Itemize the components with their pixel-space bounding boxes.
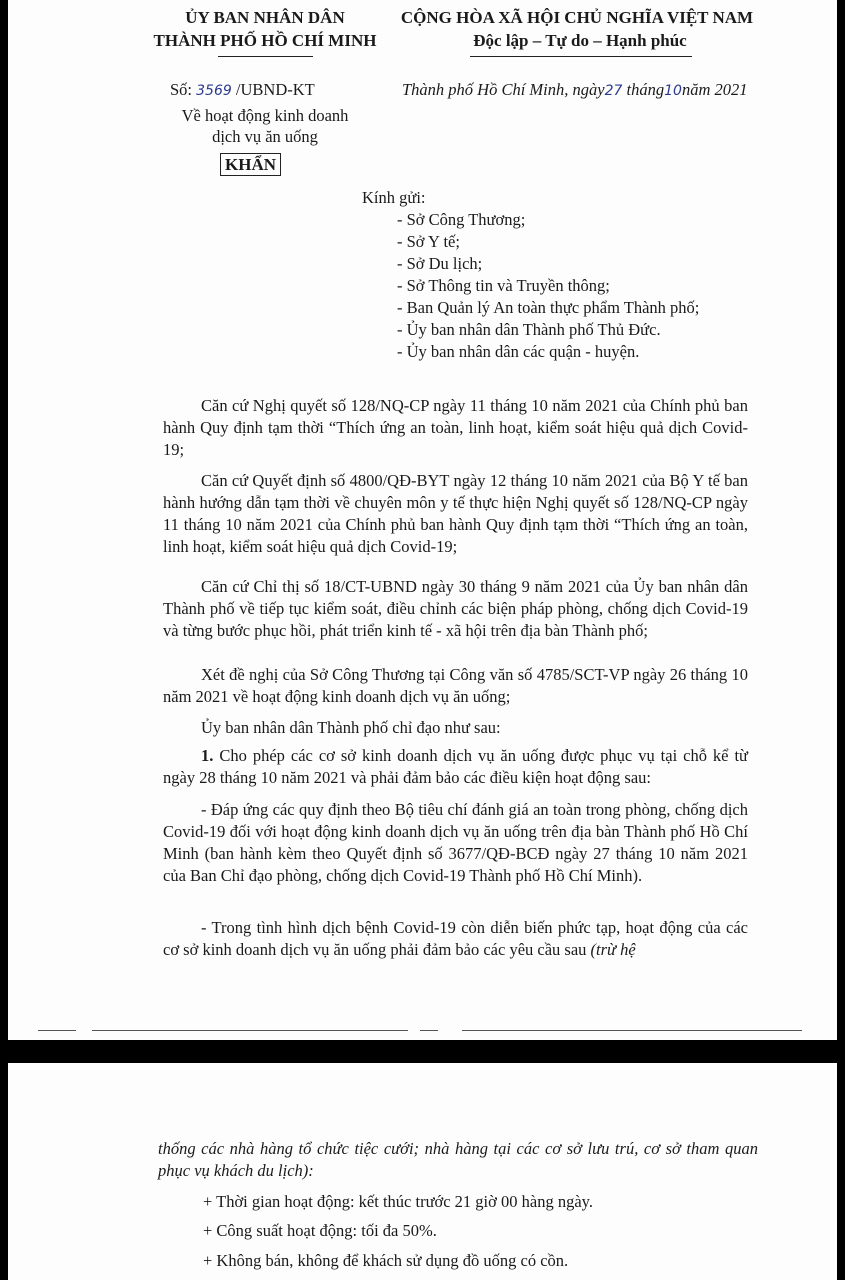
recipient-item: - Sở Y tế; [397,232,460,251]
date-line [402,80,748,100]
page-footer-line [92,1030,408,1031]
doc-number-suffix: /UBND-KT [235,80,315,99]
date-day-handwritten: 27 [604,83,623,99]
paragraph-8-italic: (trừ hệ [590,940,636,959]
body-paragraph-5: Ủy ban nhân dân Thành phố chỉ đạo như sau: [201,718,501,737]
motto-underline [470,56,692,57]
body-paragraph-8 [163,917,748,961]
recipient-item: - Sở Thông tin và Truyền thông; [397,276,610,295]
date-part-2: tháng [626,80,665,99]
recipient-item: - Ủy ban nhân dân các quận - huyện. [397,342,640,361]
body-paragraph-3: Căn cứ Chỉ thị số 18/CT-UBND ngày 30 tháng 9 năm 2021 của Ủy ban nhân dân Thành phố về tiếp tục kiểm soát, điều chỉnh các biện pháp phòng, chống dịch Covid-19 và từng bước phục hồi, phát triển kinh tế - xã hội trên địa bàn Thành phố; [163,577,748,640]
recipients-heading: Kính gửi: [362,188,426,207]
doc-number [170,80,315,100]
national-motto-line-2: Độc lập – Tự do – Hạnh phúc [473,31,687,50]
body-paragraph-1: Căn cứ Nghị quyết số 128/NQ-CP ngày 11 tháng 10 năm 2021 của Chính phủ ban hành Quy định tạm thời “Thích ứng an toàn, linh hoạt, kiểm soát hiệu quả dịch Covid-19; [163,396,748,459]
national-motto-line-1: CỘNG HÒA XÃ HỘI CHỦ NGHĨA VIỆT NAM [400,8,754,27]
issuer-line-2: THÀNH PHỐ HỒ CHÍ MINH [153,31,377,50]
body-paragraph-7: - Đáp ứng các quy định theo Bộ tiêu chí đánh giá an toàn trong phòng, chống dịch Covid-19 đối với hoạt động kinh doanh dịch vụ ăn uống trên địa bàn Thành phố Hồ Chí Minh (ban hành kèm theo Quyết định số 3677/QĐ-BCĐ ngày 27 tháng 10 năm 2021 của Ban Chỉ đạo phòng, chống dịch Covid-19 Thành phố Hồ Chí Minh). [163,800,748,885]
requirement-item: + Thời gian hoạt động: kết thúc trước 21 giờ 00 hàng ngày. [203,1192,593,1211]
subject-line-1: Về hoạt động kinh doanh [181,106,349,125]
doc-number-prefix: Số: [170,80,193,99]
paragraph-8-text: - Trong tình hình dịch bệnh Covid-19 còn diễn biến phức tạp, hoạt động của các cơ sở kinh doanh dịch vụ ăn uống phải đảm bảo các yêu cầu sau [163,918,748,959]
item-number: 1. [201,746,214,765]
page2-italic-continuation: thống các nhà hàng tổ chức tiệc cưới; nhà hàng tại các cơ sở lưu trú, cơ sở tham quan phục vụ khách du lịch): [158,1139,758,1180]
requirement-item: + Công suất hoạt động: tối đa 50%. [203,1221,437,1240]
recipient-item: - Ủy ban nhân dân Thành phố Thủ Đức. [397,320,661,339]
subject-line-2: dịch vụ ăn uống [212,127,318,146]
recipient-item: - Sở Du lịch; [397,254,483,273]
page-footer-line [38,1030,76,1031]
date-month-handwritten: 10 [664,83,682,99]
recipient-item: - Ban Quản lý An toàn thực phẩm Thành phố; [397,298,700,317]
page-footer-line [462,1030,802,1031]
issuer-line-1: ỦY BAN NHÂN DÂN [185,8,345,27]
issuer-underline [218,56,313,57]
doc-number-handwritten: 3569 [196,83,232,99]
item-text: Cho phép các cơ sở kinh doanh dịch vụ ăn uống được phục vụ tại chỗ kể từ ngày 28 tháng 10 năm 2021 và phải đảm bảo các điều kiện hoạt động sau: [163,746,749,787]
recipient-item: - Sở Công Thương; [397,210,526,229]
body-paragraph-4: Xét đề nghị của Sở Công Thương tại Công văn số 4785/SCT-VP ngày 26 tháng 10 năm 2021 về hoạt động kinh doanh dịch vụ ăn uống; [163,665,748,706]
urgent-label: KHẨN [225,155,276,174]
requirement-item: + Không bán, không để khách sử dụng đồ uống có cồn. [203,1251,569,1270]
body-paragraph-2: Căn cứ Quyết định số 4800/QĐ-BYT ngày 12 tháng 10 năm 2021 của Bộ Y tế ban hành hướng dẫn tạm thời về chuyên môn y tế thực hiện Nghị quyết số 128/NQ-CP ngày 11 tháng 10 năm 2021 của Chính phủ ban hành Quy định tạm thời “Thích ứng an toàn, linh hoạt, kiểm soát hiệu quả dịch Covid-19; [163,471,748,556]
body-paragraph-6 [163,745,748,789]
urgent-stamp [220,153,281,176]
page-footer-line [420,1030,438,1031]
date-part-1: Thành phố Hồ Chí Minh, ngày [402,80,605,99]
date-part-3: năm 2021 [681,80,748,99]
